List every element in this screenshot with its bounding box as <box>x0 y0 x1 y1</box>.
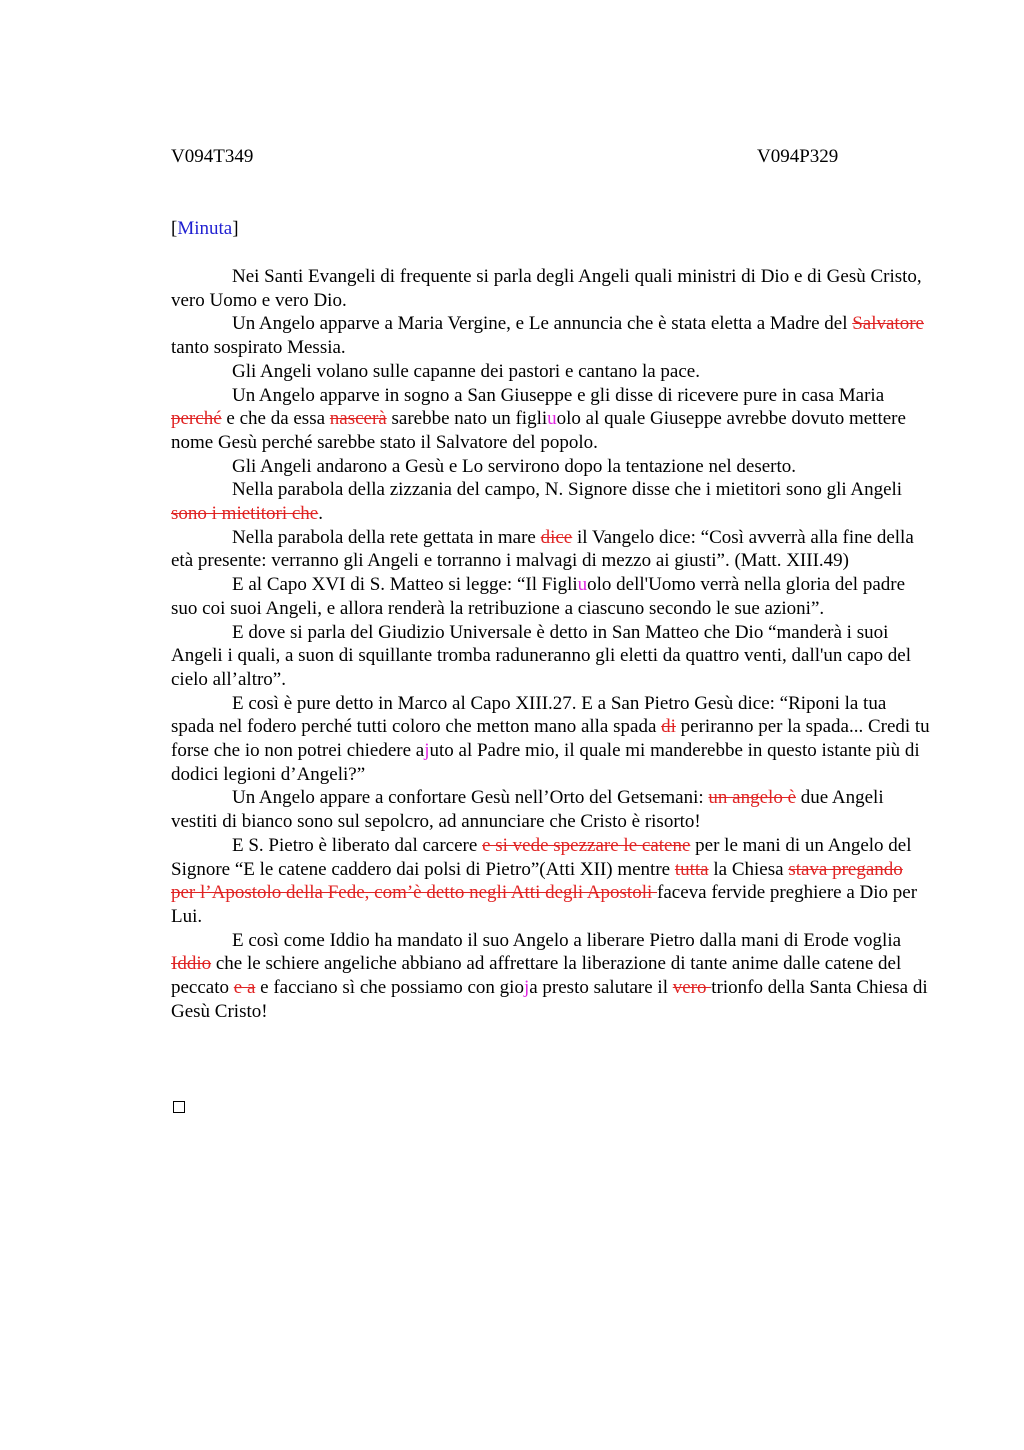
text-run: faceva fervide preghiere a Dio per Lui. <box>171 882 918 927</box>
paragraph <box>171 929 931 1024</box>
deleted-text: di <box>661 716 676 738</box>
paragraph <box>171 526 931 573</box>
text-run: . <box>318 503 323 525</box>
text-run: E S. Pietro è liberato dal carcere <box>232 834 483 856</box>
text-run: a presto salutare il <box>529 977 673 999</box>
deleted-text: dice <box>540 526 573 548</box>
text-run: e facciano sì che possiamo con gio <box>255 977 524 999</box>
document-code-right: V094P329 <box>757 146 839 167</box>
text-run: Nella parabola della rete gettata in mare <box>232 526 541 548</box>
text-run: periranno per la spada... Credi tu forse che io non potrei chiedere a <box>171 716 930 762</box>
text-run: tanto sospirato Messia. <box>171 337 346 359</box>
text-run: che le schiere angeliche abbiano ad affrettare la liberazione di tante anime dalle catene del peccato <box>171 953 902 999</box>
text-run: Nei Santi Evangeli di frequente si parla degli Angeli quali ministri di Dio e di Gesù Cristo, vero Uomo e vero Dio. <box>171 266 922 311</box>
label-text: Minuta <box>177 218 233 239</box>
paragraph <box>171 478 931 525</box>
text-run: Gli Angeli volano sulle capanne dei pastori e cantano la pace. <box>232 360 700 382</box>
deleted-text: sono i mietitori che <box>171 503 319 525</box>
deleted-text: perché <box>171 408 222 430</box>
text-run: E così è pure detto in Marco al Capo XIII.27. E a San Pietro Gesù dice: “Riponi la tua spada nel fodero perché tutti coloro che metton mano alla spada <box>171 692 887 738</box>
paragraph <box>171 384 931 455</box>
paragraph <box>171 621 931 692</box>
deleted-text: e si vede spezzare le catene <box>482 834 691 856</box>
paragraph <box>171 573 931 620</box>
inserted-text: u <box>547 408 557 430</box>
inserted-text: u <box>577 574 588 596</box>
text-run: E al Capo XVI di S. Matteo si legge: “Il Figli <box>232 574 578 596</box>
paragraph <box>171 360 931 384</box>
checkbox-square[interactable] <box>173 1101 185 1113</box>
text-run: Nella parabola della zizzania del campo, N. Signore disse che i mietitori sono gli Angeli <box>232 479 903 501</box>
deleted-text: un angelo è <box>708 787 796 809</box>
document-body <box>171 265 931 1024</box>
text-run: Un Angelo apparve in sogno a San Giuseppe e gli disse di ricevere pure in casa Maria <box>232 384 885 406</box>
inserted-text: j <box>523 977 530 999</box>
text-run: E dove si parla del Giudizio Universale è detto in San Matteo che Dio “manderà i suoi Angeli i quali, a suon di squillante tromba raduneranno gli eletti da quattro venti, dall'un capo del cielo all’altro”. <box>171 621 912 690</box>
inserted-text: j <box>424 740 430 762</box>
text-run: olo dell'Uomo verrà nella gloria del padre suo coi suoi Angeli, e allora renderà la retribuzione a ciascuno secondo le sue azioni”. <box>171 574 906 619</box>
deleted-text: Salvatore <box>852 313 924 335</box>
paragraph <box>171 312 931 359</box>
document-code-left: V094T349 <box>171 146 254 167</box>
paragraph <box>171 834 931 929</box>
deleted-text: nascerà <box>329 408 387 430</box>
label-bracket-open: [ <box>171 218 178 239</box>
deleted-text: tutta <box>674 858 709 880</box>
section-label <box>171 217 239 241</box>
text-run: uto al Padre mio, il quale mi manderebbe in questo istante più di dodici legioni d’Angeli?” <box>171 740 920 785</box>
deleted-text: vero <box>672 977 712 999</box>
deleted-text: e a <box>233 977 256 999</box>
text-run: Un Angelo appare a confortare Gesù nell’Orto del Getsemani: <box>232 787 709 809</box>
text-run: trionfo della Santa Chiesa di Gesù Cristo! <box>171 977 928 1022</box>
paragraph <box>171 692 931 787</box>
text-run: sarebbe nato un figli <box>386 408 548 430</box>
text-run: Gli Angeli andarono a Gesù e Lo servirono dopo la tentazione nel deserto. <box>232 455 797 477</box>
text-run: E così come Iddio ha mandato il suo Angelo a liberare Pietro dalla mani di Erode voglia <box>232 929 902 951</box>
deleted-text: Iddio <box>171 953 212 975</box>
text-run: e che da essa <box>221 408 330 430</box>
text-run: la Chiesa <box>708 858 789 880</box>
text-run: Un Angelo apparve a Maria Vergine, e Le annuncia che è stata eletta a Madre del <box>232 313 853 335</box>
paragraph <box>171 786 931 833</box>
paragraph <box>171 265 931 312</box>
text-run: per le mani di un Angelo del Signore “E le catene caddero dai polsi di Pietro”(Atti XII) mentre <box>171 834 912 880</box>
text-run: olo al quale Giuseppe avrebbe dovuto mettere nome Gesù perché sarebbe stato il Salvatore del popolo. <box>171 408 906 453</box>
text-run: due Angeli vestiti di bianco sono sul sepolcro, ad annunciare che Cristo è risorto! <box>171 787 884 833</box>
label-bracket-close: ] <box>232 218 239 239</box>
paragraph <box>171 455 931 479</box>
deleted-text: stava pregando per l’Apostolo della Fede, com’è detto negli Atti degli Apostoli <box>171 858 903 904</box>
text-run: il Vangelo dice: “Così avverrà alla fine della età presente: verranno gli Angeli e torranno i malvagi di mezzo ai giusti”. (Matt. XIII.49) <box>171 526 914 572</box>
